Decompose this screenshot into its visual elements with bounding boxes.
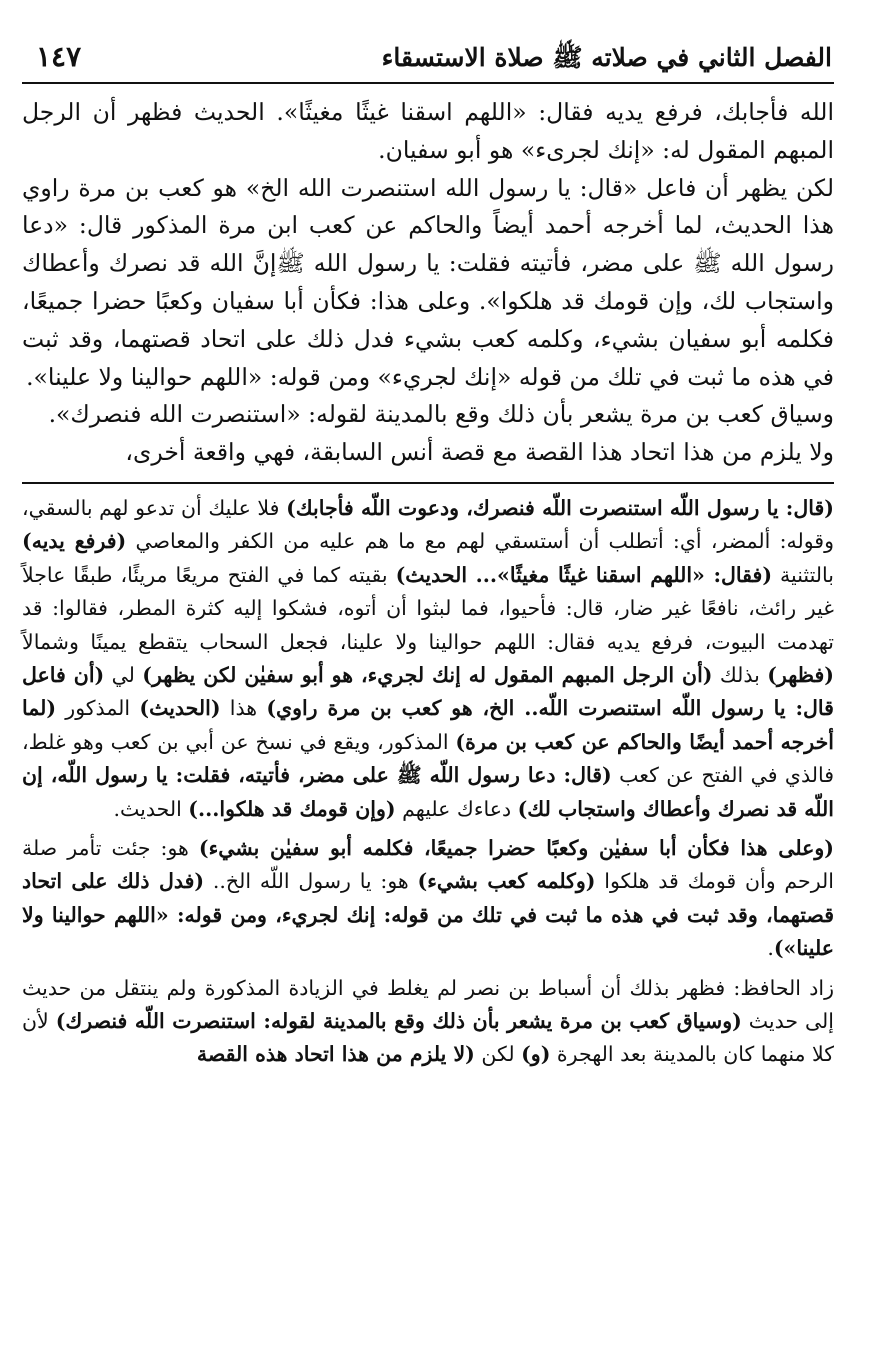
commentary-paragraph: (وعلى هذا فكأن أبا سفيٰن وكعبًا حضرا جميعًا، فكلمه أبو سفيٰن بشيء) هو: جئت تأمر صلة الرحم وأن قومك قد هلكوا (وكلمه كعب بشيء) هو: يا رسول اللّه الخ.. (فدل ذلك على اتحاد قصتهما، وقد ثبت في هذه ما ثبت في تلك من قوله: إنك لجريء، ومن قوله: «اللهم حوالينا ولا علينا»). bbox=[22, 836, 834, 961]
running-title: الفصل الثاني في صلاته ﷺ صلاة الاستسقاء bbox=[381, 43, 832, 72]
book-page bbox=[22, 30, 834, 1074]
main-paragraph: الله فأجابك، فرفع يديه فقال: «اللهم اسقنا غيثًا مغيثًا». الحديث فظهر أن الرجل المبهم المقول له: «إنك لجرىء» هو أبو سفيان. bbox=[22, 98, 834, 164]
commentary-paragraph: (قال: يا رسول اللّه استنصرت اللّه فنصرك، ودعوت اللّه فأجابك) فلا عليك أن تدعو لهم بالسقي، وقوله: ألمضر، أي: أتطلب أن أستسقي لهم مع ما هم عليه من الكفر والمعاصي (فرفع يديه) بالتثنية (فقال: «اللهم اسقنا غيثًا مغيثًا»... الحديث) بقيته كما في الفتح مريعًا مريئًا، طبقًا عاجلاً غير رائث، نافعًا غير ضار، قال: فأحيوا، فما لبثوا أن أتوه، فشكوا إليه كثرة المطر، فقالوا: قد تهدمت البيوت، فرفع يديه فقال: اللهم حوالينا ولا علينا، فجعل السحاب يتقطع يمينًا وشمالاً (فظهر) بذلك (أن الرجل المبهم المقول له إنك لجريء، هو أبو سفيٰن لكن يظهر) لي (أن فاعل قال: يا رسول اللّه استنصرت اللّه.. الخ، هو كعب بن مرة راوي) هذا (الحديث) المذكور (لما أخرجه أحمد أيضًا والحاكم عن كعب بن مرة) المذكور، ويقع في نسخ عن أبي بن كعب وهو غلط، فالذي في الفتح عن كعب (قال: دعا رسول اللّه ﷺ على مضر، فأتيته، فقلت: يا رسول اللّه، إن اللّه قد نصرك وأعطاك واستجاب لك) دعاءك عليهم (وإن قومك قد هلكوا...) الحديث. bbox=[22, 495, 834, 821]
page-header bbox=[22, 30, 834, 84]
main-paragraph: لكن يظهر أن فاعل «قال: يا رسول الله استنصرت الله الخ» هو كعب بن مرة راوي هذا الحديث، لما أخرجه أحمد أيضاً والحاكم عن كعب ابن مرة المذكور قال: «دعا رسول الله ﷺ على مضر، فأتيته فقلت: يا رسول الله ﷺإنَّ الله قد نصرك وأعطاك واستجاب لك، وإن قومك قد هلكوا». وعلى هذا: فكأن أبا سفيان وكعبًا حضرا جميعًا، فكلمه أبو سفيان بشيء، وكلمه كعب بشيء فدل ذلك على اتحاد قصتهما، وقد ثبت في هذه ما ثبت في تلك من قوله «إنك لجريء» ومن قوله: «اللهم حوالينا ولا علينا». bbox=[22, 173, 834, 391]
main-paragraph: ولا يلزم من هذا اتحاد هذا القصة مع قصة أنس السابقة، فهي واقعة أخرى، bbox=[125, 438, 834, 467]
page-number: ١٤٧ bbox=[36, 40, 82, 73]
footnote-divider bbox=[22, 482, 834, 484]
main-paragraph: وسياق كعب بن مرة يشعر بأن ذلك وقع بالمدينة لقوله: «استنصرت الله فنصرك». bbox=[48, 400, 834, 429]
commentary-paragraph: زاد الحافظ: فظهر بذلك أن أسباط بن نصر لم يغلط في الزيادة المذكورة ولم ينتقل من حديث إلى حديث (وسياق كعب بن مرة يشعر بأن ذلك وقع بالمدينة لقوله: استنصرت اللّه فنصرك) لأن كلا منهما كان بالمدينة بعد الهجرة (و) لكن (لا يلزم من هذا اتحاد هذه القصة bbox=[22, 975, 834, 1067]
commentary bbox=[22, 492, 834, 1072]
main-text bbox=[22, 94, 834, 472]
